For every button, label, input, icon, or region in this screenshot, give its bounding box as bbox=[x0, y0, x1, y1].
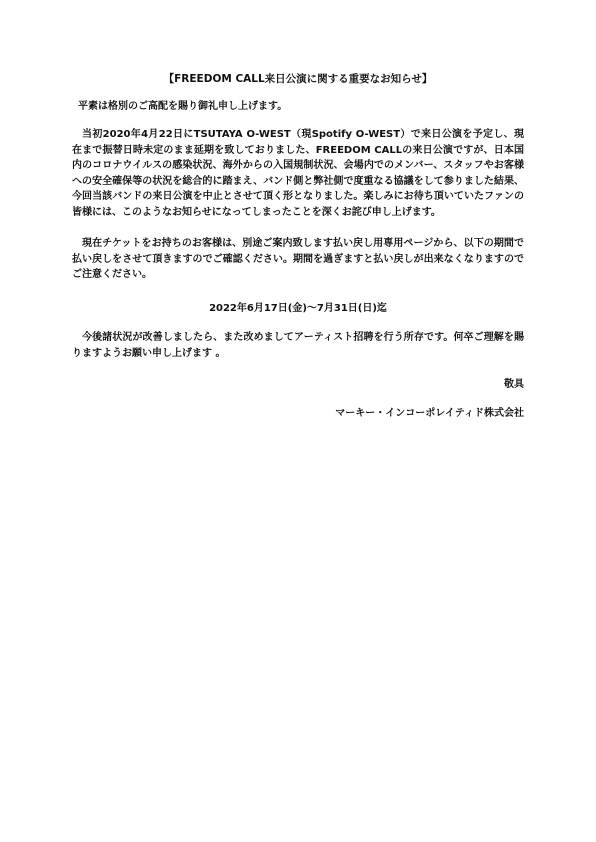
future-plans-paragraph: 今後諸状況が改善しましたら、また改めましてアーティスト招聘を行う所存です。何卒ご理解を賜りますようお願い申し上げます 。 bbox=[72, 332, 524, 359]
company-name: マーキー・インコーポレイティド株式会社 bbox=[335, 408, 524, 419]
refund-period: 2022年6月17日(金)～7月31日(日)迄 bbox=[209, 303, 387, 314]
notice-title: 【FREEDOM CALL来日公演に関する重要なお知らせ】 bbox=[163, 73, 433, 85]
closing-remark: 敬具 bbox=[504, 379, 524, 390]
cancellation-paragraph: 当初2020年4月22日にTSUTAYA O-WEST（現Spotify O-WEST）で来日公演を予定し、現在まで振替日時未定のまま延期を致しておりました、FREEDOM CALLの来日公演ですが、日本国内のコロナウイルスの感染状況、海外からの入国規制状況、会場内でのメンバー、スタッフやお客様への安全確保等の状況を総合的に踏まえ、バンド側と弊社側で度重なる協議をして参りました結果、今回当該バンドの来日公演を中止とさせて頂く形となりました。楽しみにお待ち頂いていたファンの皆様には、このようなお知らせになってしまったことを深くお詫び申し上げます。 bbox=[72, 129, 524, 218]
greeting-text: 平素は格別のご高配を賜り御礼申し上げます。 bbox=[78, 101, 288, 112]
refund-paragraph: 現在チケットをお持ちのお客様は、別途ご案内致します払い戻し用専用ページから、以下の期間で払い戻しをさせて頂きますのでご確認ください。期間を過ぎますと払い戻しが出来なくなりますのでご注意ください。 bbox=[72, 238, 524, 280]
